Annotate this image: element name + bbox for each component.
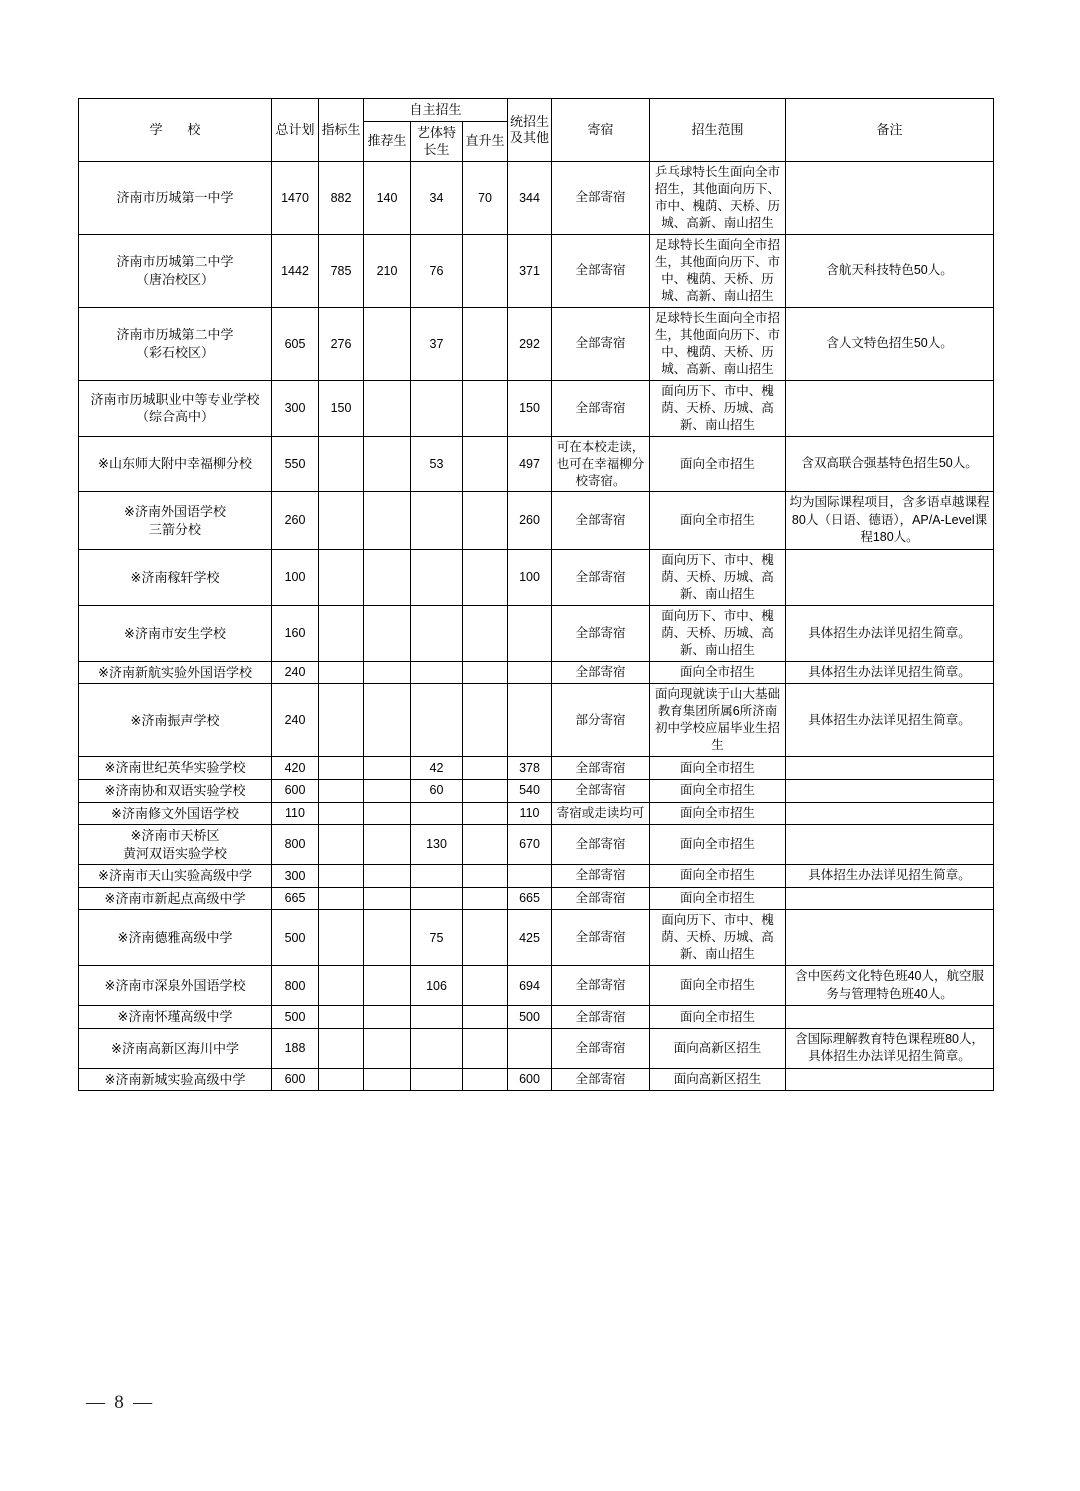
table-row — [79, 380, 994, 436]
column-header-recommended: 推荐生 — [364, 122, 411, 162]
cell-boarding: 全部寄宿 — [552, 1028, 650, 1068]
cell-school-name: ※济南新航实验外国语学校 — [79, 661, 272, 684]
cell-remark — [786, 802, 994, 825]
cell-remark — [786, 380, 994, 436]
column-header-boarding: 寄宿 — [552, 99, 650, 162]
cell-index-students — [319, 661, 364, 684]
cell-direct-promotion — [463, 966, 508, 1006]
cell-admission-scope: 面向全市招生 — [650, 887, 786, 910]
cell-admission-scope: 面向历下、市中、槐荫、天桥、历城、高新、南山招生 — [650, 380, 786, 436]
cell-art-sports: 106 — [411, 966, 463, 1006]
cell-recommended — [364, 1028, 411, 1068]
cell-boarding: 全部寄宿 — [552, 492, 650, 550]
table-row — [79, 605, 994, 661]
cell-admission-scope: 面向高新区招生 — [650, 1068, 786, 1091]
cell-school-name: ※济南振声学校 — [79, 684, 272, 757]
cell-admission-scope: 面向高新区招生 — [650, 1028, 786, 1068]
cell-direct-promotion — [463, 661, 508, 684]
cell-unified-other: 378 — [508, 757, 552, 780]
cell-school-name: ※济南市安生学校 — [79, 605, 272, 661]
cell-boarding: 全部寄宿 — [552, 605, 650, 661]
cell-boarding: 部分寄宿 — [552, 684, 650, 757]
cell-total-plan: 605 — [272, 307, 319, 380]
enrollment-plan-table-container — [78, 98, 993, 1091]
cell-direct-promotion — [463, 887, 508, 910]
cell-recommended — [364, 802, 411, 825]
cell-unified-other: 292 — [508, 307, 552, 380]
cell-school-name: ※济南市天桥区 黄河双语实验学校 — [79, 825, 272, 865]
cell-total-plan: 1442 — [272, 234, 319, 307]
cell-unified-other: 670 — [508, 825, 552, 865]
cell-recommended — [364, 1068, 411, 1091]
cell-total-plan: 188 — [272, 1028, 319, 1068]
table-row — [79, 825, 994, 865]
cell-index-students — [319, 1068, 364, 1091]
table-row — [79, 549, 994, 605]
table-row — [79, 910, 994, 966]
cell-direct-promotion — [463, 1006, 508, 1029]
cell-boarding: 全部寄宿 — [552, 549, 650, 605]
cell-admission-scope: 面向全市招生 — [650, 779, 786, 802]
cell-recommended — [364, 605, 411, 661]
cell-admission-scope: 面向全市招生 — [650, 436, 786, 492]
column-header-scope: 招生范围 — [650, 99, 786, 162]
table-row — [79, 757, 994, 780]
cell-art-sports — [411, 1028, 463, 1068]
cell-boarding: 可在本校走读，也可在幸福柳分校寄宿。 — [552, 436, 650, 492]
cell-art-sports — [411, 684, 463, 757]
cell-art-sports: 76 — [411, 234, 463, 307]
column-header-total-plan: 总计划 — [272, 99, 319, 162]
table-row — [79, 161, 994, 234]
cell-school-name: ※济南高新区海川中学 — [79, 1028, 272, 1068]
cell-admission-scope: 面向全市招生 — [650, 492, 786, 550]
cell-direct-promotion — [463, 802, 508, 825]
cell-total-plan: 800 — [272, 825, 319, 865]
cell-admission-scope: 面向现就读于山大基础教育集团所属6所济南初中学校应届毕业生招生 — [650, 684, 786, 757]
table-row — [79, 887, 994, 910]
cell-recommended — [364, 307, 411, 380]
cell-recommended — [364, 436, 411, 492]
cell-art-sports: 130 — [411, 825, 463, 865]
cell-index-students — [319, 966, 364, 1006]
cell-index-students — [319, 887, 364, 910]
cell-boarding: 全部寄宿 — [552, 966, 650, 1006]
cell-boarding: 寄宿或走读均可 — [552, 802, 650, 825]
cell-direct-promotion — [463, 380, 508, 436]
cell-admission-scope: 面向全市招生 — [650, 966, 786, 1006]
cell-school-name: ※济南市天山实验高级中学 — [79, 865, 272, 888]
cell-boarding: 全部寄宿 — [552, 661, 650, 684]
cell-index-students: 785 — [319, 234, 364, 307]
cell-art-sports — [411, 865, 463, 888]
cell-boarding: 全部寄宿 — [552, 161, 650, 234]
cell-art-sports: 34 — [411, 161, 463, 234]
table-row — [79, 234, 994, 307]
cell-art-sports — [411, 605, 463, 661]
cell-school-name: 济南市历城第二中学 （彩石校区） — [79, 307, 272, 380]
column-header-index-students: 指标生 — [319, 99, 364, 162]
cell-index-students — [319, 605, 364, 661]
cell-school-name: ※济南协和双语实验学校 — [79, 779, 272, 802]
cell-remark: 具体招生办法详见招生简章。 — [786, 865, 994, 888]
table-row — [79, 1068, 994, 1091]
cell-remark — [786, 779, 994, 802]
cell-boarding: 全部寄宿 — [552, 865, 650, 888]
cell-direct-promotion — [463, 234, 508, 307]
cell-boarding: 全部寄宿 — [552, 825, 650, 865]
cell-school-name: ※济南市深泉外国语学校 — [79, 966, 272, 1006]
table-row — [79, 802, 994, 825]
cell-total-plan: 800 — [272, 966, 319, 1006]
cell-boarding: 全部寄宿 — [552, 234, 650, 307]
cell-total-plan: 300 — [272, 865, 319, 888]
cell-unified-other: 425 — [508, 910, 552, 966]
cell-admission-scope: 面向全市招生 — [650, 802, 786, 825]
cell-index-students — [319, 779, 364, 802]
cell-index-students: 150 — [319, 380, 364, 436]
cell-recommended: 140 — [364, 161, 411, 234]
cell-art-sports — [411, 1068, 463, 1091]
column-header-remark: 备注 — [786, 99, 994, 162]
cell-boarding: 全部寄宿 — [552, 910, 650, 966]
cell-direct-promotion — [463, 910, 508, 966]
cell-total-plan: 600 — [272, 1068, 319, 1091]
cell-total-plan: 420 — [272, 757, 319, 780]
cell-art-sports — [411, 492, 463, 550]
cell-total-plan: 300 — [272, 380, 319, 436]
cell-direct-promotion: 70 — [463, 161, 508, 234]
cell-direct-promotion — [463, 549, 508, 605]
column-header-independent-admission: 自主招生 — [364, 99, 508, 122]
cell-admission-scope: 面向全市招生 — [650, 757, 786, 780]
cell-direct-promotion — [463, 307, 508, 380]
cell-school-name: ※济南修文外国语学校 — [79, 802, 272, 825]
cell-index-students — [319, 757, 364, 780]
cell-art-sports — [411, 887, 463, 910]
cell-remark: 含双高联合强基特色招生50人。 — [786, 436, 994, 492]
cell-direct-promotion — [463, 1068, 508, 1091]
cell-unified-other: 540 — [508, 779, 552, 802]
cell-recommended — [364, 865, 411, 888]
cell-unified-other: 665 — [508, 887, 552, 910]
cell-recommended — [364, 825, 411, 865]
cell-direct-promotion — [463, 605, 508, 661]
cell-admission-scope: 面向全市招生 — [650, 1006, 786, 1029]
cell-school-name: ※济南新城实验高级中学 — [79, 1068, 272, 1091]
cell-total-plan: 100 — [272, 549, 319, 605]
cell-school-name: ※济南世纪英华实验学校 — [79, 757, 272, 780]
cell-boarding: 全部寄宿 — [552, 380, 650, 436]
cell-unified-other: 497 — [508, 436, 552, 492]
cell-admission-scope: 面向全市招生 — [650, 661, 786, 684]
cell-recommended — [364, 492, 411, 550]
cell-remark — [786, 161, 994, 234]
cell-total-plan: 500 — [272, 910, 319, 966]
cell-total-plan: 240 — [272, 661, 319, 684]
cell-art-sports — [411, 1006, 463, 1029]
cell-remark: 具体招生办法详见招生简章。 — [786, 684, 994, 757]
cell-remark: 均为国际课程项目，含多语卓越课程80人（日语、德语），AP/A-Level课程180人。 — [786, 492, 994, 550]
cell-direct-promotion — [463, 865, 508, 888]
cell-total-plan: 665 — [272, 887, 319, 910]
cell-remark — [786, 757, 994, 780]
cell-remark: 含人文特色招生50人。 — [786, 307, 994, 380]
cell-unified-other — [508, 605, 552, 661]
cell-total-plan: 160 — [272, 605, 319, 661]
table-row — [79, 1006, 994, 1029]
cell-unified-other — [508, 865, 552, 888]
column-header-art-sports: 艺体特长生 — [411, 122, 463, 162]
cell-art-sports — [411, 549, 463, 605]
cell-school-name: ※济南怀瑾高级中学 — [79, 1006, 272, 1029]
header-row-top — [79, 99, 994, 122]
cell-recommended — [364, 910, 411, 966]
enrollment-plan-table — [78, 98, 994, 1091]
cell-unified-other: 100 — [508, 549, 552, 605]
cell-recommended — [364, 380, 411, 436]
cell-index-students: 882 — [319, 161, 364, 234]
cell-total-plan: 260 — [272, 492, 319, 550]
table-row — [79, 684, 994, 757]
cell-remark — [786, 1006, 994, 1029]
cell-admission-scope: 面向历下、市中、槐荫、天桥、历城、高新、南山招生 — [650, 910, 786, 966]
cell-total-plan: 500 — [272, 1006, 319, 1029]
cell-unified-other — [508, 1028, 552, 1068]
cell-remark — [786, 1068, 994, 1091]
cell-index-students — [319, 1028, 364, 1068]
cell-school-name: 济南市历城职业中等专业学校 （综合高中） — [79, 380, 272, 436]
cell-direct-promotion — [463, 757, 508, 780]
cell-recommended — [364, 757, 411, 780]
cell-unified-other: 600 — [508, 1068, 552, 1091]
cell-total-plan: 1470 — [272, 161, 319, 234]
cell-direct-promotion — [463, 1028, 508, 1068]
cell-admission-scope: 面向历下、市中、槐荫、天桥、历城、高新、南山招生 — [650, 605, 786, 661]
cell-admission-scope: 足球特长生面向全市招生，其他面向历下、市中、槐荫、天桥、历城、高新、南山招生 — [650, 307, 786, 380]
cell-admission-scope: 足球特长生面向全市招生，其他面向历下、市中、槐荫、天桥、历城、高新、南山招生 — [650, 234, 786, 307]
cell-direct-promotion — [463, 684, 508, 757]
cell-remark: 含国际理解教育特色课程班80人，具体招生办法详见招生简章。 — [786, 1028, 994, 1068]
cell-index-students — [319, 910, 364, 966]
cell-remark — [786, 825, 994, 865]
table-row — [79, 1028, 994, 1068]
cell-remark: 含中医药文化特色班40人，航空服务与管理特色班40人。 — [786, 966, 994, 1006]
cell-remark — [786, 910, 994, 966]
cell-recommended — [364, 1006, 411, 1029]
cell-admission-scope: 面向历下、市中、槐荫、天桥、历城、高新、南山招生 — [650, 549, 786, 605]
cell-school-name: ※济南稼轩学校 — [79, 549, 272, 605]
cell-index-students: 276 — [319, 307, 364, 380]
cell-school-name: ※济南市新起点高级中学 — [79, 887, 272, 910]
cell-unified-other: 694 — [508, 966, 552, 1006]
cell-direct-promotion — [463, 436, 508, 492]
cell-recommended — [364, 966, 411, 1006]
cell-recommended — [364, 549, 411, 605]
table-row — [79, 966, 994, 1006]
cell-unified-other: 371 — [508, 234, 552, 307]
cell-boarding: 全部寄宿 — [552, 757, 650, 780]
table-row — [79, 492, 994, 550]
cell-total-plan: 110 — [272, 802, 319, 825]
cell-unified-other: 110 — [508, 802, 552, 825]
cell-total-plan: 240 — [272, 684, 319, 757]
cell-total-plan: 600 — [272, 779, 319, 802]
cell-unified-other — [508, 684, 552, 757]
cell-school-name: 济南市历城第二中学 （唐冶校区） — [79, 234, 272, 307]
cell-index-students — [319, 492, 364, 550]
table-body — [79, 161, 994, 1091]
cell-direct-promotion — [463, 825, 508, 865]
cell-art-sports: 53 — [411, 436, 463, 492]
cell-recommended: 210 — [364, 234, 411, 307]
cell-index-students — [319, 825, 364, 865]
cell-art-sports: 37 — [411, 307, 463, 380]
cell-index-students — [319, 865, 364, 888]
cell-admission-scope: 面向全市招生 — [650, 865, 786, 888]
cell-remark: 具体招生办法详见招生简章。 — [786, 661, 994, 684]
table-row — [79, 865, 994, 888]
cell-remark: 具体招生办法详见招生简章。 — [786, 605, 994, 661]
cell-remark — [786, 549, 994, 605]
cell-index-students — [319, 684, 364, 757]
column-header-direct-promotion: 直升生 — [463, 122, 508, 162]
cell-recommended — [364, 684, 411, 757]
cell-admission-scope: 面向全市招生 — [650, 825, 786, 865]
cell-recommended — [364, 779, 411, 802]
cell-recommended — [364, 887, 411, 910]
cell-direct-promotion — [463, 492, 508, 550]
cell-boarding: 全部寄宿 — [552, 307, 650, 380]
cell-unified-other: 500 — [508, 1006, 552, 1029]
cell-total-plan: 550 — [272, 436, 319, 492]
cell-remark: 含航天科技特色50人。 — [786, 234, 994, 307]
cell-index-students — [319, 1006, 364, 1029]
cell-boarding: 全部寄宿 — [552, 1006, 650, 1029]
cell-art-sports — [411, 661, 463, 684]
column-header-unified-other: 统招生及其他 — [508, 99, 552, 162]
cell-index-students — [319, 802, 364, 825]
cell-school-name: ※济南外国语学校 三箭分校 — [79, 492, 272, 550]
cell-direct-promotion — [463, 779, 508, 802]
cell-unified-other: 150 — [508, 380, 552, 436]
cell-art-sports — [411, 802, 463, 825]
cell-boarding: 全部寄宿 — [552, 887, 650, 910]
cell-school-name: ※济南德雅高级中学 — [79, 910, 272, 966]
cell-recommended — [364, 661, 411, 684]
cell-admission-scope: 乒乓球特长生面向全市招生，其他面向历下、市中、槐荫、天桥、历城、高新、南山招生 — [650, 161, 786, 234]
cell-art-sports: 60 — [411, 779, 463, 802]
cell-unified-other — [508, 661, 552, 684]
table-row — [79, 661, 994, 684]
cell-school-name: 济南市历城第一中学 — [79, 161, 272, 234]
cell-boarding: 全部寄宿 — [552, 779, 650, 802]
cell-art-sports: 42 — [411, 757, 463, 780]
table-row — [79, 779, 994, 802]
page-number: — 8 — — [86, 1392, 155, 1413]
cell-unified-other: 344 — [508, 161, 552, 234]
cell-index-students — [319, 549, 364, 605]
cell-school-name: ※山东师大附中幸福柳分校 — [79, 436, 272, 492]
table-row — [79, 307, 994, 380]
column-header-school: 学 校 — [79, 99, 272, 162]
cell-unified-other: 260 — [508, 492, 552, 550]
cell-index-students — [319, 436, 364, 492]
table-row — [79, 436, 994, 492]
cell-remark — [786, 887, 994, 910]
table-header — [79, 99, 994, 162]
cell-boarding: 全部寄宿 — [552, 1068, 650, 1091]
cell-art-sports: 75 — [411, 910, 463, 966]
cell-art-sports — [411, 380, 463, 436]
